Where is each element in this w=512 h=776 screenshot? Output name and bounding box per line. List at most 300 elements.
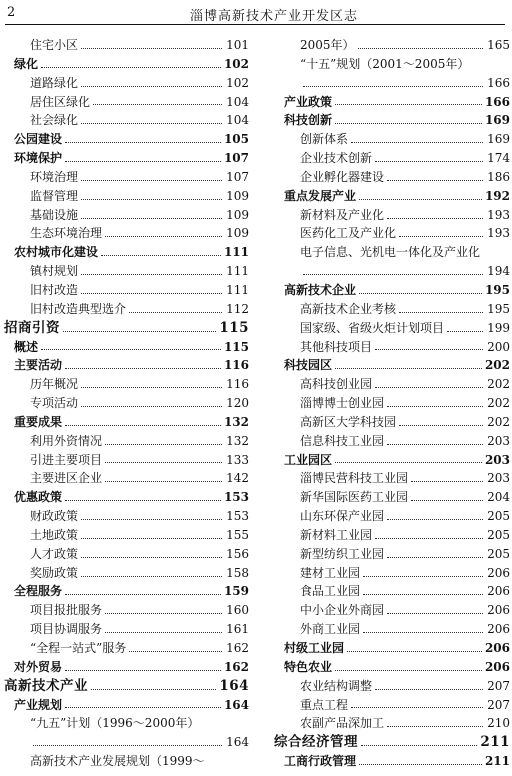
- toc-entry-label: 土地政策: [30, 527, 79, 542]
- dot-leader: [105, 613, 222, 614]
- toc-entry-label: 高科技创业园: [300, 377, 373, 392]
- toc-entry-page: 104: [226, 113, 249, 128]
- dot-leader: [81, 86, 222, 87]
- toc-entry[interactable]: [274, 733, 510, 752]
- toc-entry-page: 193: [487, 207, 510, 222]
- toc-entry-page: 211: [480, 734, 510, 751]
- toc-left-column: [4, 36, 249, 771]
- toc-entry-label: “十五”规划（2001～2005年）: [300, 56, 470, 71]
- toc-entry[interactable]: [274, 111, 510, 130]
- toc-entry-label: 电子信息、光机电一体化及产业化: [300, 245, 481, 260]
- dot-leader: [129, 312, 222, 313]
- toc-entry-label: 居住区绿化: [30, 94, 91, 109]
- toc-entry[interactable]: [4, 582, 249, 601]
- toc-entry-page: 153: [226, 509, 249, 524]
- toc-entry-page: 203: [487, 471, 510, 486]
- toc-entry-label: 主要进区企业: [30, 471, 103, 486]
- toc-entry[interactable]: [274, 488, 510, 507]
- toc-entry-page: 200: [487, 339, 510, 354]
- toc-entry-label: 高新技术企业: [284, 282, 357, 297]
- toc-entry-page: 206: [487, 603, 510, 618]
- toc-entry[interactable]: [274, 168, 510, 187]
- toc-entry[interactable]: [274, 55, 510, 74]
- dot-leader: [93, 104, 222, 105]
- toc-entry-label: 企业技术创新: [300, 151, 373, 166]
- toc-entry[interactable]: [274, 36, 510, 55]
- toc-entry-page: 115: [219, 319, 249, 336]
- dot-leader: [81, 218, 222, 219]
- toc-entry[interactable]: [4, 224, 249, 243]
- dot-leader: [359, 293, 482, 294]
- toc-entry-page: 204: [487, 490, 510, 505]
- toc-right-column: [274, 36, 510, 771]
- toc-entry-page: 111: [226, 282, 249, 297]
- toc-entry-page: 202: [487, 377, 510, 392]
- dot-leader: [41, 67, 221, 68]
- toc-entry-page: 166: [484, 94, 510, 109]
- dot-leader: [41, 349, 221, 350]
- toc-entry[interactable]: [274, 545, 510, 564]
- toc-entry[interactable]: [4, 111, 249, 130]
- toc-entry-label: 淄博博士创业园: [300, 396, 385, 411]
- toc-entry-label: “全程一站式”服务: [30, 641, 127, 655]
- toc-entry-label: 专项活动: [30, 396, 79, 411]
- toc-entry-page: 203: [484, 452, 510, 467]
- toc-entry-page: 202: [487, 414, 510, 429]
- toc-entry-label: 新材料工业园: [300, 527, 373, 542]
- toc-entry-page: 205: [487, 527, 510, 542]
- toc-entry-label: 住宅小区: [30, 38, 79, 52]
- dot-leader: [363, 576, 483, 577]
- toc-entry[interactable]: [4, 262, 249, 281]
- dot-leader: [81, 180, 222, 181]
- toc-entry-label: 新型纺织工业园: [300, 546, 385, 561]
- toc-entry[interactable]: [274, 526, 510, 545]
- toc-entry-page: 101: [226, 38, 249, 52]
- dot-leader: [387, 519, 483, 520]
- toc-entry[interactable]: [4, 356, 249, 375]
- toc-entry-label: 综合经济管理: [274, 734, 358, 751]
- dot-leader: [361, 745, 477, 746]
- dot-leader: [81, 123, 222, 124]
- toc-entry-page: 164: [219, 677, 249, 694]
- toc-entry-label: 重点工程: [300, 697, 349, 712]
- toc-entry[interactable]: [274, 338, 510, 357]
- toc-entry-label: 绿化: [14, 56, 39, 71]
- toc-entry[interactable]: [4, 394, 249, 413]
- toc-entry-label: 信息科技工业园: [300, 433, 385, 448]
- toc-entry-label: 其他科技项目: [300, 339, 373, 354]
- toc-entry[interactable]: [4, 168, 249, 187]
- toc-entry[interactable]: [4, 752, 249, 771]
- toc-entry[interactable]: [274, 130, 510, 149]
- toc-entry[interactable]: [274, 394, 510, 413]
- dot-leader: [375, 689, 483, 690]
- toc-entry[interactable]: [274, 620, 510, 639]
- toc-entry[interactable]: [4, 677, 249, 696]
- toc-entry-label: 旧村改造典型选介: [30, 301, 127, 316]
- toc-entry-page: 192: [484, 188, 510, 203]
- toc-entry-label: 中小企业外商园: [300, 603, 385, 618]
- dot-leader: [335, 368, 482, 369]
- dot-leader: [33, 745, 222, 746]
- toc-entry-page: 142: [226, 471, 249, 486]
- toc-entry-page: 195: [487, 301, 510, 316]
- toc-entry-page: 133: [226, 452, 249, 467]
- toc-entry[interactable]: [274, 375, 510, 394]
- dot-leader: [387, 180, 483, 181]
- dot-leader: [105, 462, 222, 463]
- toc-entry[interactable]: [4, 526, 249, 545]
- toc-entry-label: 山东环保产业园: [300, 509, 385, 524]
- toc-entry[interactable]: [274, 432, 510, 451]
- toc-entry-page: 164: [226, 735, 249, 750]
- dot-leader: [81, 576, 222, 577]
- toc-entry-page: 155: [226, 527, 249, 542]
- toc-entry-label: 监督管理: [30, 188, 79, 203]
- toc-entry[interactable]: [274, 469, 510, 488]
- dot-leader: [411, 481, 483, 482]
- toc-entry-page: 116: [223, 358, 249, 373]
- toc-entry-page: 116: [226, 377, 249, 392]
- toc-entry-label: 主要活动: [14, 358, 63, 373]
- toc-entry-label: 外商工业园: [300, 622, 361, 637]
- toc-entry-page: 115: [223, 339, 249, 354]
- dot-leader: [81, 199, 222, 200]
- toc-entry-page: 107: [223, 151, 249, 166]
- toc-entry[interactable]: [274, 658, 510, 677]
- toc-entry-page: 132: [226, 433, 249, 448]
- dot-leader: [65, 500, 221, 501]
- page-header: [0, 0, 512, 28]
- toc-entry-page: 202: [484, 358, 510, 373]
- toc-entry[interactable]: [4, 488, 249, 507]
- toc-entry[interactable]: [274, 262, 510, 281]
- toc-entry[interactable]: [274, 319, 510, 338]
- toc-entry-page: 159: [223, 584, 249, 599]
- toc-entry[interactable]: [4, 696, 249, 715]
- dot-leader: [358, 48, 483, 49]
- toc-entry[interactable]: [4, 74, 249, 93]
- toc-entry-label: 利用外资情况: [30, 433, 103, 448]
- toc-entry[interactable]: [274, 639, 510, 658]
- toc-entry-label: 建材工业园: [300, 565, 361, 580]
- header-rule: [5, 24, 505, 25]
- toc-entry-label: 村级工业园: [284, 641, 345, 655]
- toc-entry-page: 158: [226, 565, 249, 580]
- toc-entry-label: 食品工业园: [300, 584, 361, 599]
- toc-entry-label: 特色农业: [284, 659, 333, 674]
- toc-entry[interactable]: [4, 375, 249, 394]
- toc-entry-label: 产业政策: [284, 94, 333, 109]
- toc-entry[interactable]: [274, 451, 510, 470]
- dot-leader: [351, 707, 483, 708]
- toc-entry-label: 2005年）: [300, 38, 355, 52]
- toc-entry[interactable]: [4, 564, 249, 583]
- dot-leader: [351, 142, 483, 143]
- toc-entry-label: 高新区大学科技园: [300, 414, 397, 429]
- dot-leader: [65, 368, 221, 369]
- toc-entry-label: 企业孵化器建设: [300, 169, 385, 184]
- toc-entry[interactable]: [4, 639, 249, 658]
- toc-entry-page: 194: [487, 264, 510, 279]
- toc-entry-page: 169: [484, 113, 510, 128]
- dot-leader: [363, 632, 483, 633]
- toc-entry-label: 生态环境治理: [30, 226, 103, 241]
- dot-leader: [387, 218, 483, 219]
- toc-entry[interactable]: [274, 714, 510, 733]
- toc-entry-page: 109: [226, 226, 249, 241]
- toc-entry[interactable]: [274, 696, 510, 715]
- toc-entry-page: 202: [487, 396, 510, 411]
- toc-entry-page: 207: [487, 678, 510, 693]
- toc-entry-page: 207: [487, 697, 510, 712]
- dot-leader: [129, 651, 222, 652]
- toc-entry-page: 206: [487, 565, 510, 580]
- toc-entry-label: 概述: [14, 339, 39, 354]
- dot-leader: [375, 161, 483, 162]
- dot-leader: [387, 726, 483, 727]
- toc-entry-page: 206: [487, 584, 510, 599]
- dot-leader: [303, 86, 483, 87]
- toc-entry-label: 镇村规划: [30, 264, 79, 279]
- toc-entry-page: 210: [487, 716, 510, 731]
- toc-entry[interactable]: [4, 149, 249, 168]
- dot-leader: [447, 331, 483, 332]
- toc-entry-page: 111: [223, 245, 249, 260]
- toc-entry-page: 206: [484, 659, 510, 674]
- toc-entry[interactable]: [274, 93, 510, 112]
- toc-entry-label: 项目协调服务: [30, 622, 103, 637]
- toc-entry[interactable]: [4, 714, 249, 733]
- toc-entry[interactable]: [274, 677, 510, 696]
- toc-entry-page: 160: [226, 603, 249, 618]
- toc-entry[interactable]: [4, 300, 249, 319]
- toc-entry-page: 206: [487, 622, 510, 637]
- toc-entry-page: 105: [223, 132, 249, 147]
- dot-leader: [335, 123, 482, 124]
- toc-entry-label: 高新技术产业: [4, 677, 88, 694]
- toc-entry-label: 医药化工及产业化: [300, 226, 397, 241]
- toc-entry-page: 165: [487, 38, 510, 52]
- toc-entry-page: 153: [223, 490, 249, 505]
- dot-leader: [63, 331, 216, 332]
- toc-entry[interactable]: [274, 564, 510, 583]
- dot-leader: [411, 500, 483, 501]
- toc-entry[interactable]: [4, 243, 249, 262]
- dot-leader: [101, 255, 221, 256]
- toc-entry[interactable]: [4, 451, 249, 470]
- toc-entry-page: 104: [226, 94, 249, 109]
- dot-leader: [81, 48, 222, 49]
- toc-entry[interactable]: [274, 149, 510, 168]
- dot-leader: [303, 274, 483, 275]
- toc-entry-label: 工商行政管理: [284, 754, 357, 769]
- toc-entry-label: 历年概况: [30, 377, 79, 392]
- toc-entry[interactable]: [4, 413, 249, 432]
- toc-entry-label: 新华国际医药工业园: [300, 490, 409, 505]
- toc-entry[interactable]: [274, 356, 510, 375]
- toc-entry-label: 项目报批服务: [30, 603, 103, 618]
- dot-leader: [81, 538, 222, 539]
- toc-entry-page: 164: [223, 697, 249, 712]
- toc-entry-label: 全程服务: [14, 584, 63, 599]
- dot-leader: [105, 632, 222, 633]
- dot-leader: [81, 519, 222, 520]
- toc-entry[interactable]: [4, 601, 249, 620]
- toc-entry-page: 132: [223, 414, 249, 429]
- toc-entry[interactable]: [274, 224, 510, 243]
- toc-entry-page: 120: [226, 396, 249, 411]
- toc-entry[interactable]: [4, 432, 249, 451]
- toc-entry-page: 199: [487, 320, 510, 335]
- toc-entry-page: 162: [226, 641, 249, 655]
- toc-entry[interactable]: [274, 507, 510, 526]
- toc-entry[interactable]: [4, 507, 249, 526]
- dot-leader: [91, 689, 216, 690]
- toc-entry-page: 102: [226, 75, 249, 90]
- dot-leader: [387, 557, 483, 558]
- dot-leader: [335, 462, 482, 463]
- toc-entry-label: 农业结构调整: [300, 678, 373, 693]
- dot-leader: [375, 387, 483, 388]
- toc-entry[interactable]: [274, 74, 510, 93]
- toc-entry-label: 农村城市化建设: [14, 245, 99, 260]
- toc-entry-page: 166: [487, 75, 510, 90]
- dot-leader: [81, 406, 222, 407]
- toc-entry-page: 203: [487, 433, 510, 448]
- dot-leader: [81, 293, 222, 294]
- toc-entry-page: 205: [487, 509, 510, 524]
- toc-entry-label: 人才政策: [30, 546, 79, 561]
- toc-entry-label: 招商引资: [4, 319, 60, 336]
- toc-entry[interactable]: [4, 658, 249, 677]
- toc-entry-label: 科技园区: [284, 358, 333, 373]
- toc-entry[interactable]: [274, 601, 510, 620]
- toc-entry[interactable]: [274, 187, 510, 206]
- toc-entry-label: 环境治理: [30, 169, 79, 184]
- toc-entry[interactable]: [274, 243, 510, 262]
- dot-leader: [105, 481, 222, 482]
- toc-entry[interactable]: [4, 93, 249, 112]
- toc-entry[interactable]: [4, 36, 249, 55]
- dot-leader: [399, 312, 483, 313]
- toc-entry[interactable]: [4, 206, 249, 225]
- dot-leader: [105, 236, 222, 237]
- toc-entry-label: 环境保护: [14, 151, 63, 166]
- toc-entry[interactable]: [4, 338, 249, 357]
- toc-entry-label: 对外贸易: [14, 659, 63, 674]
- toc-entry-label: 农副产品深加工: [300, 716, 385, 731]
- toc-entry-label: 财政政策: [30, 509, 79, 524]
- toc-entry[interactable]: [4, 620, 249, 639]
- toc-entry-label: 基础设施: [30, 207, 79, 222]
- dot-leader: [81, 387, 222, 388]
- toc-entry-page: 112: [226, 301, 249, 316]
- toc-entry-label: 产业规划: [14, 697, 63, 712]
- toc-entry-page: 205: [487, 546, 510, 561]
- dot-leader: [65, 594, 221, 595]
- toc-entry[interactable]: [4, 55, 249, 74]
- toc-entry-label: 社会绿化: [30, 113, 79, 128]
- toc-entry-page: 156: [226, 546, 249, 561]
- dot-leader: [399, 425, 483, 426]
- toc-entry-label: 工业园区: [284, 452, 333, 467]
- toc-entry-page: 211: [484, 754, 510, 769]
- page-number: 2: [7, 5, 16, 20]
- dot-leader: [65, 707, 221, 708]
- toc-entry-page: 109: [226, 188, 249, 203]
- dot-leader: [375, 538, 483, 539]
- dot-leader: [387, 406, 483, 407]
- toc-entry-label: 高新技术产业发展规划（1999～: [30, 754, 205, 769]
- toc-entry[interactable]: [4, 469, 249, 488]
- toc-entry-page: 174: [487, 151, 510, 166]
- toc-entry-page: 107: [226, 169, 249, 184]
- dot-leader: [387, 613, 483, 614]
- dot-leader: [359, 764, 482, 765]
- toc-entry-label: 优惠政策: [14, 490, 63, 505]
- dot-leader: [359, 199, 482, 200]
- toc-entry-label: “九五”计划（1996～2000年）: [30, 716, 200, 731]
- dot-leader: [335, 104, 482, 105]
- toc-entry-label: 道路绿化: [30, 75, 79, 90]
- toc-entry[interactable]: [4, 281, 249, 300]
- toc-entry-page: 102: [223, 56, 249, 71]
- dot-leader: [65, 142, 221, 143]
- dot-leader: [347, 651, 482, 652]
- toc-entry-page: 162: [223, 659, 249, 674]
- toc-entry-page: 161: [226, 622, 249, 637]
- dot-leader: [335, 670, 482, 671]
- toc-entry[interactable]: [274, 206, 510, 225]
- toc-entry-page: 169: [487, 132, 510, 147]
- toc-entry[interactable]: [4, 187, 249, 206]
- toc-entry-label: 新材料及产业化: [300, 207, 385, 222]
- dot-leader: [387, 444, 483, 445]
- toc-entry-page: 109: [226, 207, 249, 222]
- toc-entry-label: 奖励政策: [30, 565, 79, 580]
- toc-entry-page: 195: [484, 282, 510, 297]
- toc-entry[interactable]: [274, 281, 510, 300]
- toc-entry[interactable]: [4, 319, 249, 338]
- toc-entry[interactable]: [4, 545, 249, 564]
- dot-leader: [363, 594, 483, 595]
- dot-leader: [105, 444, 222, 445]
- toc-entry[interactable]: [274, 582, 510, 601]
- toc-entry-label: 淄博民营科技工业园: [300, 471, 409, 486]
- toc-entry-label: 科技创新: [284, 113, 333, 128]
- toc-entry-label: 高新技术企业考核: [300, 301, 397, 316]
- toc-entry[interactable]: [274, 752, 510, 771]
- toc-entry-label: 重要成果: [14, 414, 63, 429]
- toc-entry-label: 旧村改造: [30, 282, 79, 297]
- toc-entry[interactable]: [4, 733, 249, 752]
- toc-entry-label: 重点发展产业: [284, 188, 357, 203]
- book-title: 淄博高新技术产业开发区志: [190, 9, 359, 24]
- toc-entry-page: 206: [484, 641, 510, 655]
- toc-entry[interactable]: [274, 300, 510, 319]
- dot-leader: [65, 670, 221, 671]
- dot-leader: [65, 425, 221, 426]
- toc-entry-label: 国家级、省级火炬计划项目: [300, 320, 445, 335]
- toc-entry-label: 创新体系: [300, 132, 349, 147]
- toc-entry-label: 引进主要项目: [30, 452, 103, 467]
- toc-entry[interactable]: [274, 413, 510, 432]
- toc-entry-page: 193: [487, 226, 510, 241]
- dot-leader: [81, 557, 222, 558]
- toc-entry[interactable]: [4, 130, 249, 149]
